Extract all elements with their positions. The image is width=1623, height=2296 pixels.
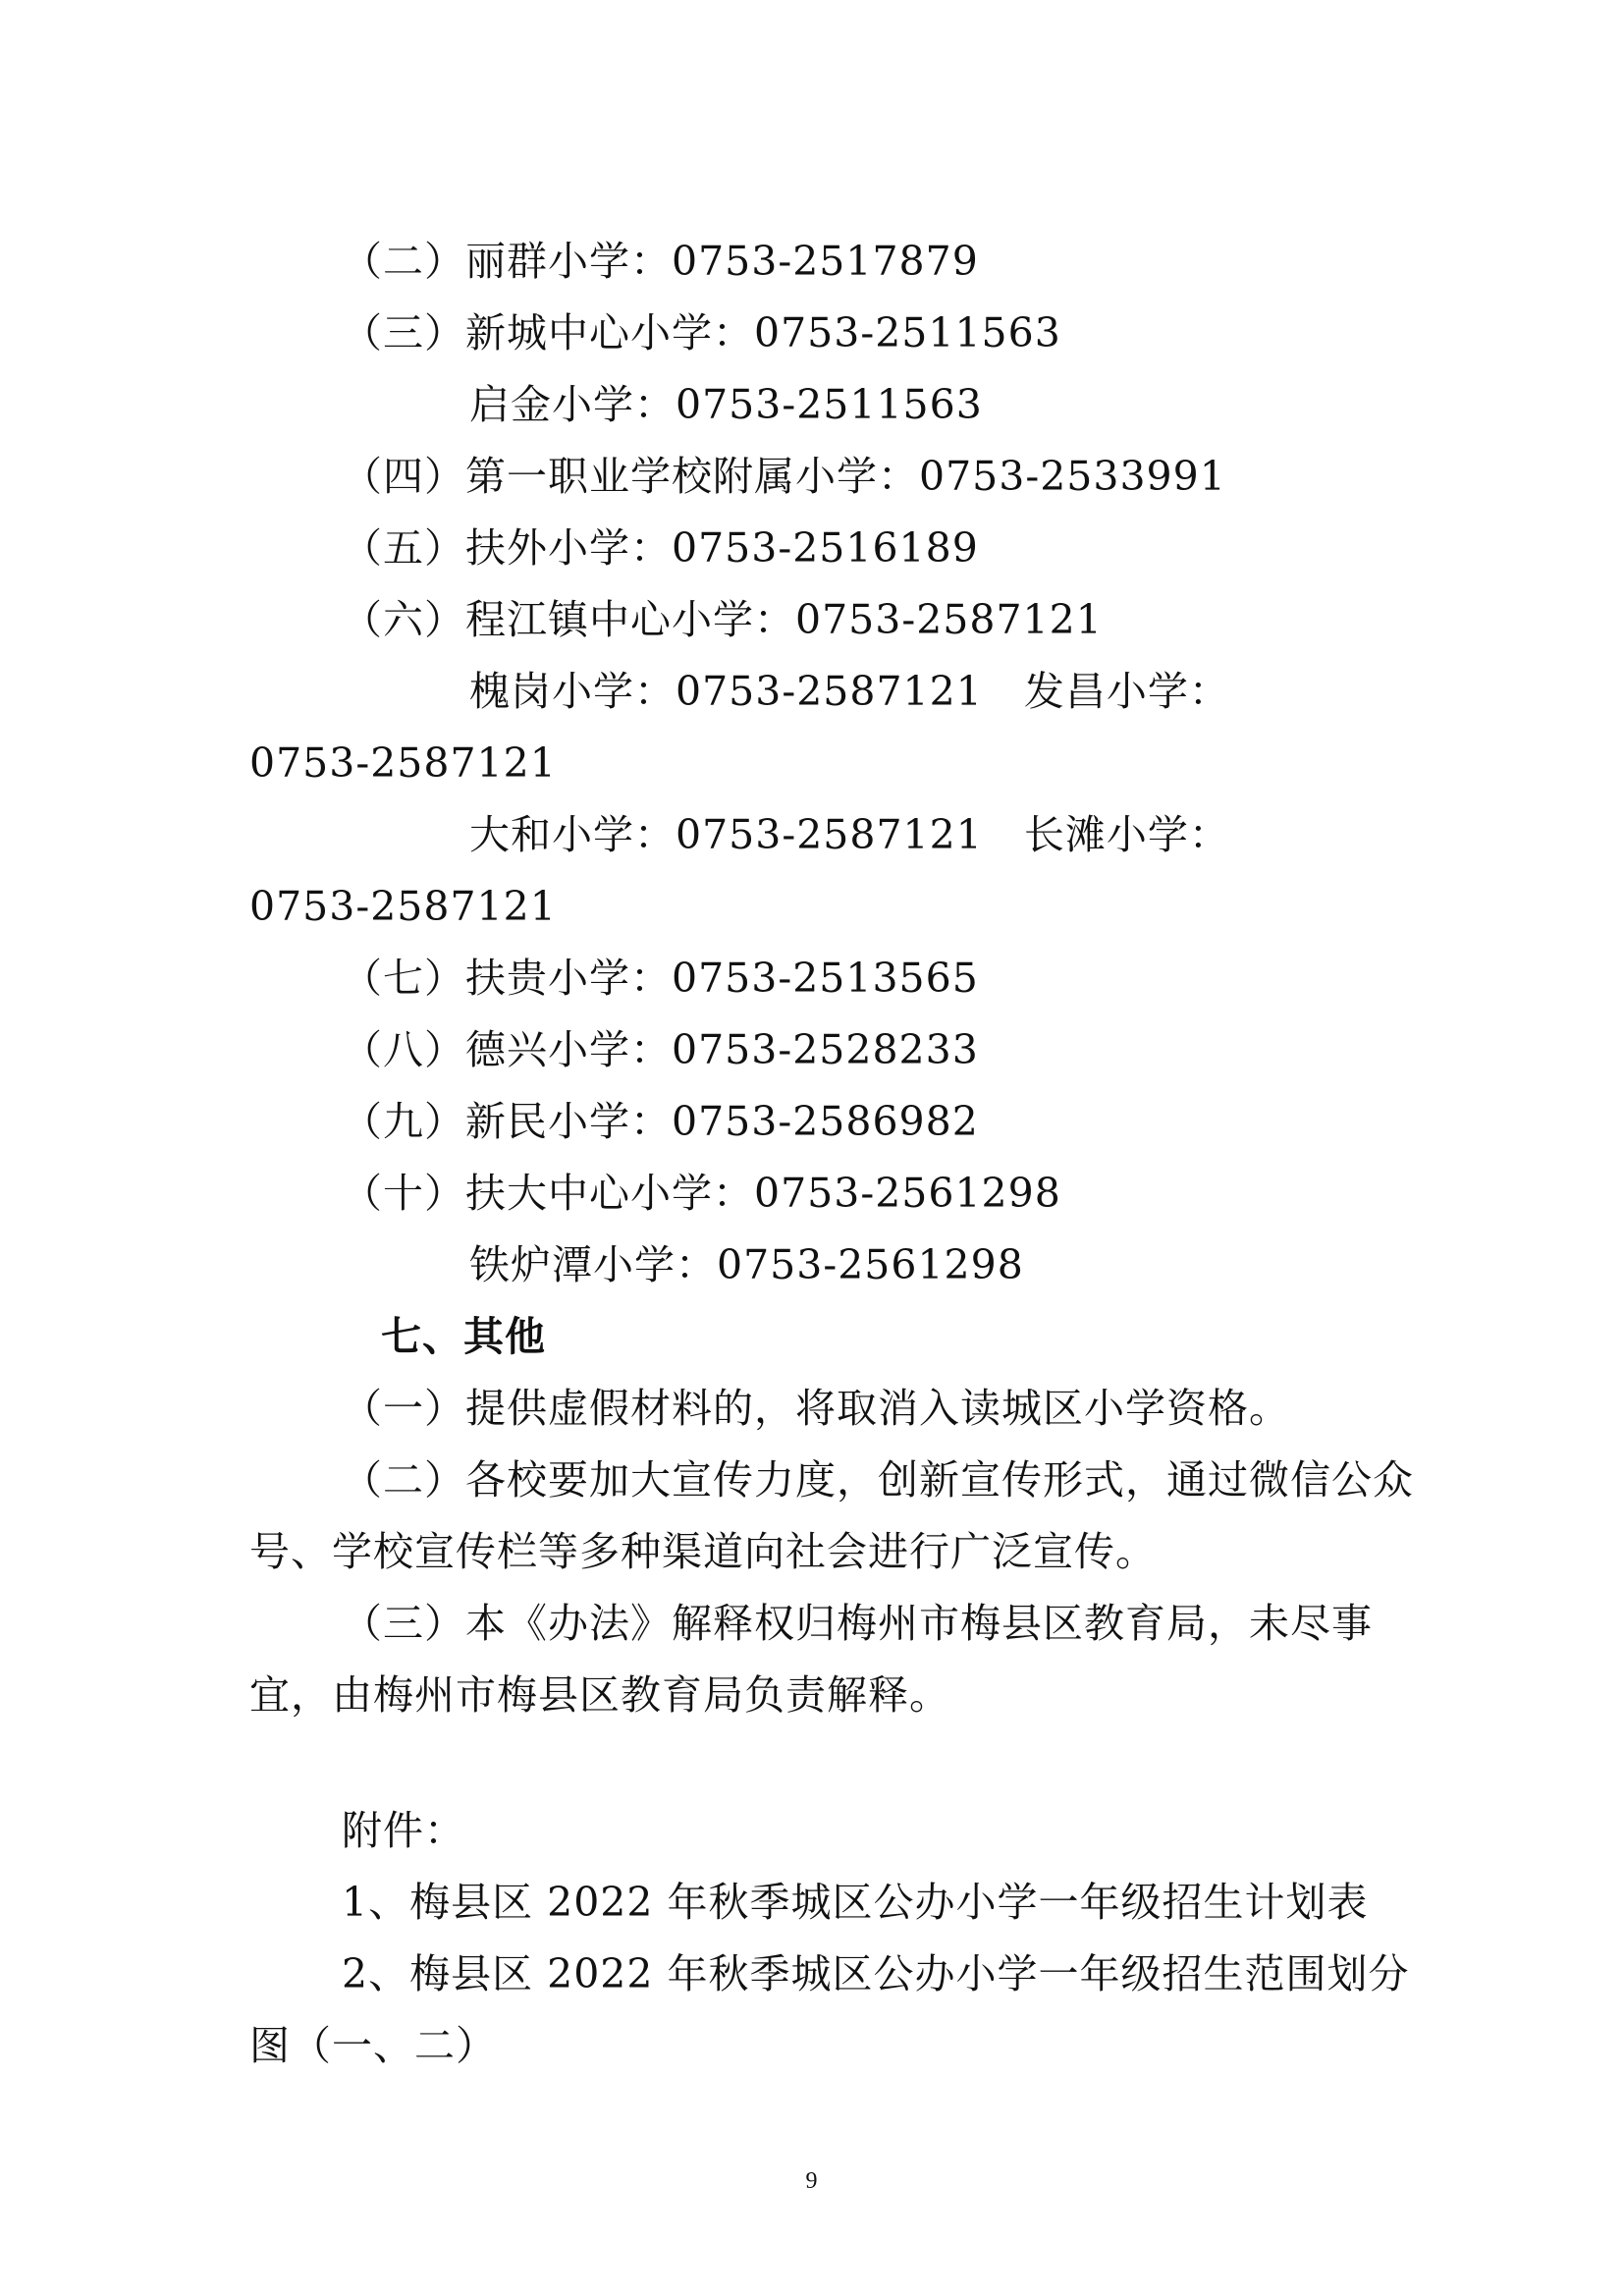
paragraph-line: （三）本《办法》解释权归梅州市梅县区教育局，未尽事	[342, 1600, 1373, 1647]
contact-line: 铁炉潭小学：0753-2561298	[469, 1241, 1024, 1288]
contact-line: （八）德兴小学：0753-2528233	[342, 1026, 979, 1073]
contact-line: 槐岗小学：0753-2587121 发昌小学：	[469, 668, 1230, 715]
attachment-item: 1、梅县区 2022 年秋季城区公办小学一年级招生计划表	[342, 1879, 1369, 1926]
paragraph-line: （一）提供虚假材料的，将取消入读城区小学资格。	[342, 1385, 1290, 1432]
contact-line: 0753-2587121	[249, 883, 557, 930]
contact-line: （五）扶外小学：0753-2516189	[342, 524, 979, 572]
contact-line: （四）第一职业学校附属小学：0753-2533991	[342, 453, 1226, 500]
contact-line: 启金小学：0753-2511563	[469, 381, 983, 428]
contact-line: （二）丽群小学：0753-2517879	[342, 238, 979, 285]
contact-line: 0753-2587121	[249, 739, 557, 787]
attachment-item: 图（一、二）	[249, 2022, 497, 2069]
contact-line: （七）扶贵小学：0753-2513565	[342, 955, 979, 1002]
contact-line: （六）程江镇中心小学：0753-2587121	[342, 596, 1103, 643]
attachments-label: 附件：	[342, 1807, 465, 1854]
attachment-item: 2、梅县区 2022 年秋季城区公办小学一年级招生范围划分	[342, 1950, 1410, 1997]
contact-line: （十）扶大中心小学：0753-2561298	[342, 1170, 1061, 1217]
paragraph-line: 宜，由梅州市梅县区教育局负责解释。	[249, 1671, 950, 1719]
paragraph-line: 号、学校宣传栏等多种渠道向社会进行广泛宣传。	[249, 1528, 1157, 1575]
contact-line: （九）新民小学：0753-2586982	[342, 1098, 979, 1145]
contact-line: 大和小学：0753-2587121 长滩小学：	[469, 811, 1230, 858]
page-number: 9	[805, 2168, 818, 2194]
section-heading: 七、其他	[381, 1313, 546, 1360]
contact-line: （三）新城中心小学：0753-2511563	[342, 309, 1061, 356]
paragraph-line: （二）各校要加大宣传力度，创新宣传形式，通过微信公众	[342, 1456, 1414, 1503]
